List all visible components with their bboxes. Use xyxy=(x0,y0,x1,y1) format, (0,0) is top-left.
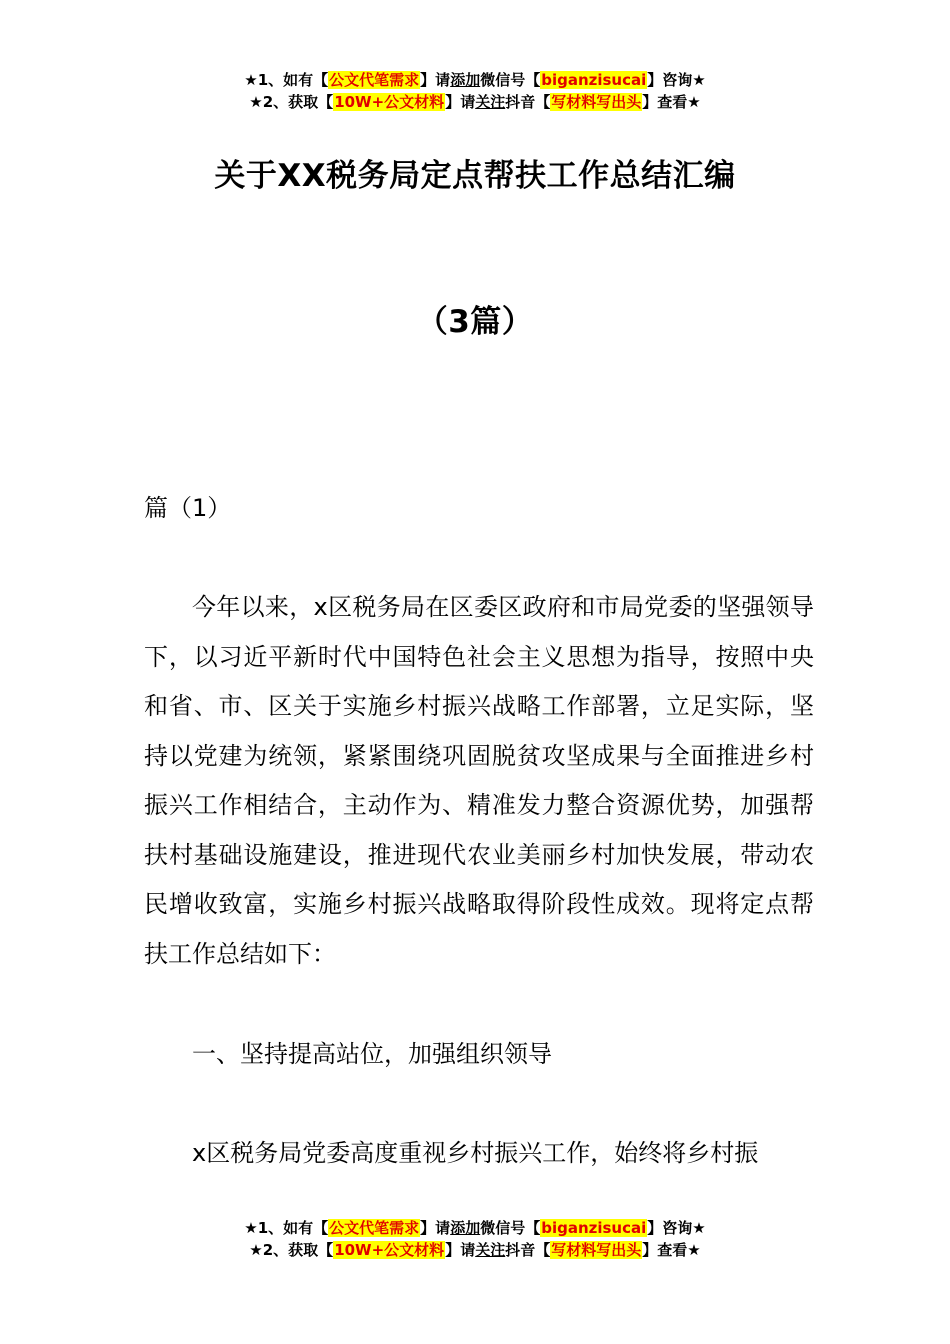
promo-highlight: 公文代笔需求 xyxy=(329,1219,420,1237)
promo-text: 】请 xyxy=(420,1219,451,1237)
promo-text: 抖音【 xyxy=(505,1241,551,1259)
promo-text: 微信号【 xyxy=(480,71,541,89)
body-paragraph: x区税务局党委高度重视乡村振兴工作，始终将乡村振 xyxy=(192,1139,759,1167)
promo-highlight: biganzisucai xyxy=(541,71,647,89)
promo-text: 】请 xyxy=(445,93,476,111)
footer-promo-banner xyxy=(0,1218,950,1262)
promo-line-1 xyxy=(0,70,950,92)
promo-underline: 关注 xyxy=(475,93,506,111)
promo-highlight: 写材料写出头 xyxy=(551,1241,642,1259)
promo-text: ★1、如有【 xyxy=(244,71,329,89)
document-title: 关于XX税务局定点帮扶工作总结汇编 xyxy=(214,158,736,194)
promo-line-1 xyxy=(0,1218,950,1240)
promo-text: 】咨询★ xyxy=(647,71,706,89)
section-label: 篇（1） xyxy=(144,494,232,522)
promo-text: 抖音【 xyxy=(505,93,551,111)
header-promo-banner xyxy=(0,70,950,114)
promo-underline: 添加 xyxy=(450,71,481,89)
document-subtitle: （3篇） xyxy=(416,304,534,340)
promo-highlight: 10W+公文材料 xyxy=(334,93,445,111)
section-heading: 一、坚持提高站位，加强组织领导 xyxy=(192,1040,552,1068)
promo-line-2 xyxy=(0,92,950,114)
promo-text: ★2、获取【 xyxy=(249,1241,334,1259)
promo-line-2 xyxy=(0,1240,950,1262)
promo-text: 】查看★ xyxy=(642,1241,701,1259)
promo-underline: 关注 xyxy=(475,1241,506,1259)
promo-text: ★2、获取【 xyxy=(249,93,334,111)
promo-text: 】咨询★ xyxy=(647,1219,706,1237)
body-paragraph: 今年以来，x区税务局在区委区政府和市局党委的坚强领导下，以习近平新时代中国特色社会主义思想为指导，按照中央和省、市、区关于实施乡村振兴战略工作部署，立足实际，坚持以党建为统领，紧紧围绕巩固脱贫攻坚成果与全面推进乡村振兴工作相结合，主动作为、精准发力整合资源优势，加强帮扶村基础设施建设，推进现代农业美丽乡村加快发展，带动农民增收致富，实施乡村振兴战略取得阶段性成效。现将定点帮扶工作总结如下： xyxy=(144,593,814,968)
promo-text: 】查看★ xyxy=(642,93,701,111)
promo-text: 】请 xyxy=(420,71,451,89)
promo-text: ★1、如有【 xyxy=(244,1219,329,1237)
promo-text: 微信号【 xyxy=(480,1219,541,1237)
promo-highlight: 10W+公文材料 xyxy=(334,1241,445,1259)
promo-highlight: biganzisucai xyxy=(541,1219,647,1237)
promo-underline: 添加 xyxy=(450,1219,481,1237)
promo-highlight: 写材料写出头 xyxy=(551,93,642,111)
promo-text: 】请 xyxy=(445,1241,476,1259)
promo-highlight: 公文代笔需求 xyxy=(329,71,420,89)
